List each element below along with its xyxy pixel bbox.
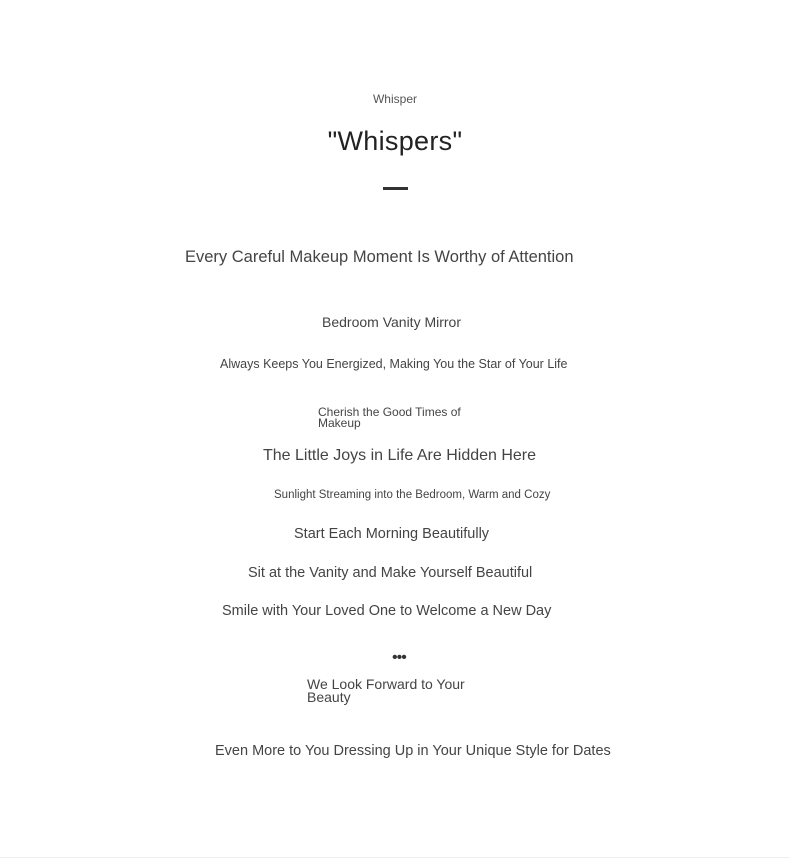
sunlight-line: Sunlight Streaming into the Bedroom, Warm and Cozy [274, 489, 551, 501]
forward-heading: We Look Forward to Your Beauty [307, 676, 465, 705]
title-divider [383, 187, 408, 190]
bottom-divider [0, 857, 790, 858]
vanity-line: Sit at the Vanity and Make Yourself Beautiful [248, 565, 533, 581]
dressing-up-line: Even More to You Dressing Up in Your Unique Style for Dates [215, 743, 611, 759]
morning-line: Start Each Morning Beautifully [294, 526, 490, 542]
lead-heading: Every Careful Makeup Moment Is Worthy of Attention [185, 248, 574, 266]
eyebrow-label: Whisper [372, 92, 417, 106]
smile-line: Smile with Your Loved One to Welcome a New Day [222, 603, 552, 619]
vanity-mirror-heading: Bedroom Vanity Mirror [322, 314, 462, 330]
little-joys-line: The Little Joys in Life Are Hidden Here [263, 447, 537, 464]
energized-subline: Always Keeps You Energized, Making You the Star of Your Life [220, 357, 568, 371]
page-title: "Whispers" [327, 126, 463, 156]
ellipsis-dots-icon: ••• [392, 649, 406, 666]
cherish-heading: Cherish the Good Times of Makeup [318, 405, 461, 430]
